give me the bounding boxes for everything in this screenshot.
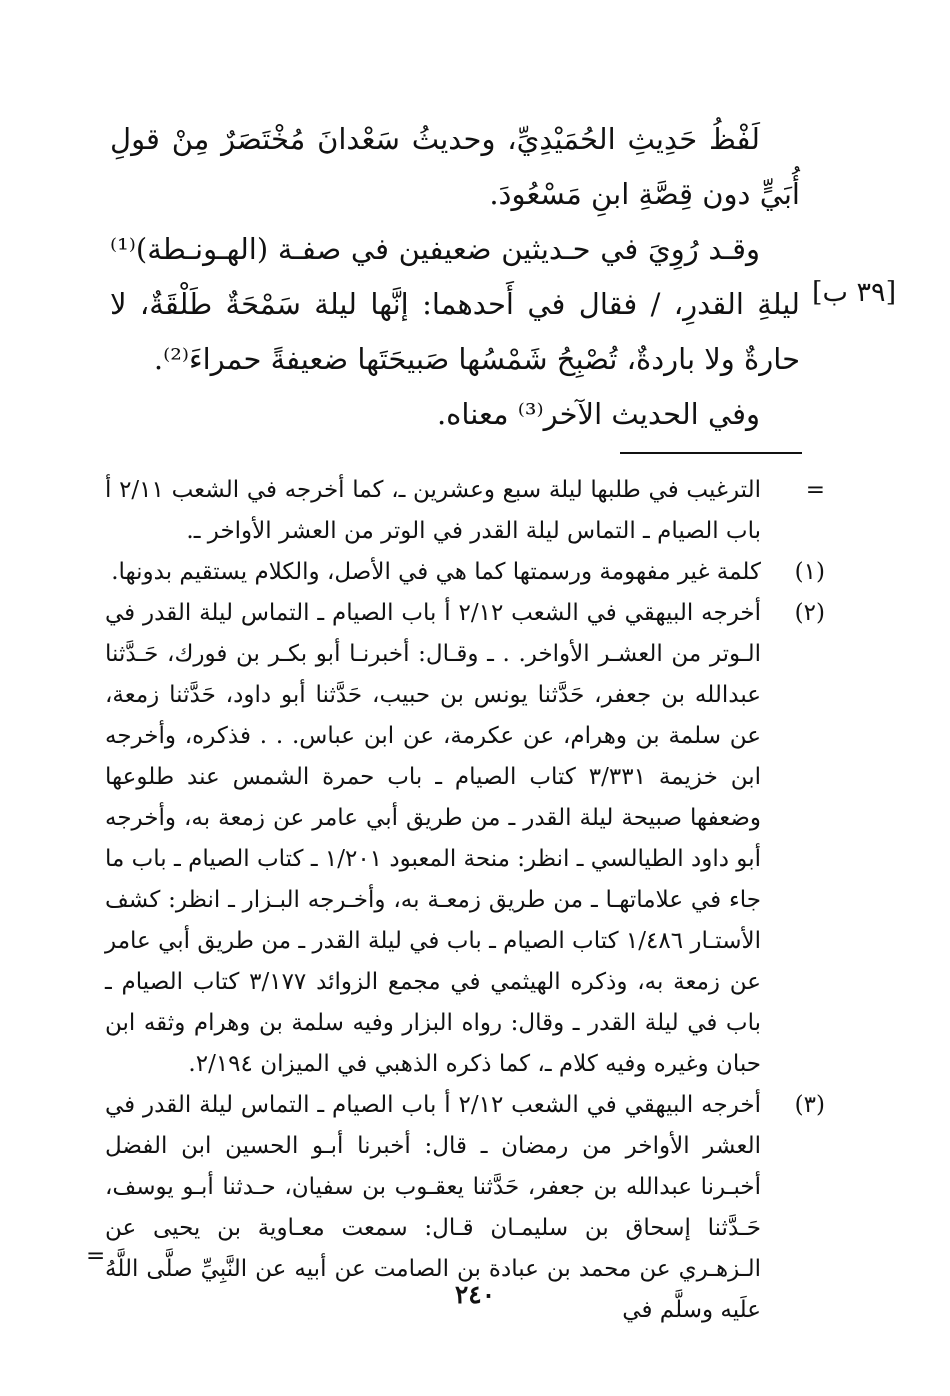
- main-paragraph-3: وفي الحديث الآخر⁽³⁾ معناه.: [436, 397, 760, 431]
- footnote-text: أخرجه البيهقي في الشعب ٢/١٢ أ باب الصيام ـ التماس ليلة القدر في العشر الأواخر من رمضان ـ قال: أخبرنا أبـو الحسين ابن الفضل أخبـرنا عبدالله بن جعفر، حَدَّثنا يعقـوب بن سفيان، حـدثنا أبـو يوسف، حَـدَّثنا إسحاق بن سليمـان قـال: سمعت معـاوية بن يحيى عن الـزهـري عن محمد بن عبادة بن الصامت عن أبيه عن النَّبِيِّ صلَّى اللَّهُ علَيه وسلَّم في: [105, 1092, 761, 1323]
- footnote-text: أخرجه البيهقي في الشعب ٢/١٢ أ باب الصيام ـ التماس ليلة القدر في الـوتر من العشـر الأواخر. . ـ وقـال: أخبرنـا أبو بكـر بن فورك، حَـدَّثنا عبدالله بن جعفر، حَدَّثنا يونس بن حبيب، حَدَّثنا أبو داود، حَدَّثنا زمعة، عن سلمة بن وهرام، عن عكرمة، عن ابن عباس. . . فذكره، وأخرجه ابن خزيمة ٣/٣٣١ كتاب الصيام ـ باب حمرة الشمس عند طلوعها وضعفها صبيحة ليلة القدر ـ من طريق أبي عامر عن زمعة به، وأخرجه أبو داود الطيالسي ـ انظر: منحة المعبود ١/٢٠١ ـ كتاب الصيام ـ باب ما جاء في علاماتهـا ـ من طريق زمعـة به، وأخـرجه البـزار ـ انظر: كشف الأستـار ١/٤٨٦ كتاب الصيام ـ باب في ليلة القدر ـ من طريق أبي عامر عن زمعة به، وذكره الهيثمي في مجمع الزوائد ٣/١٧٧ كتاب الصيام ـ باب في ليلة القدر ـ وقال: رواه البزار وفيه سلمة بن وهرام وثقه ابن حبان وغيره وفيه كلام ـ، كما ذكره الذهبي في الميزان ٢/١٩٤.: [105, 600, 761, 1077]
- main-text: [110, 112, 800, 442]
- footnote-2: [105, 593, 825, 1085]
- page-number: ٢٤٠: [454, 1280, 496, 1309]
- footnote-1: [105, 552, 825, 593]
- manuscript-folio-note: [٣٩ ب]: [812, 277, 897, 308]
- footnote-separator: [620, 452, 802, 454]
- footnote-marker: (٢): [794, 600, 825, 626]
- footnote-text: كلمة غير مفهومة ورسمتها كما هي في الأصل، والكلام يستقيم بدونها.: [111, 559, 761, 585]
- main-paragraph-1: لَفْظُ حَدِيثِ الحُمَيْدِيِّ، وحديثُ سَعْدانَ مُخْتَصَرٌ مِنْ قولِ أُبَيٍّ دون قِصَّةِ ابنِ مَسْعُودَ.: [110, 122, 800, 211]
- footnote-marker: (١): [794, 559, 825, 585]
- footnotes: [105, 470, 825, 1331]
- footnote-continued: [105, 470, 825, 552]
- footnote-text: الترغيب في طلبها ليلة سبع وعشرين ـ، كما أخرجه في الشعب ٢/١١ أ باب الصيام ـ التماس ليلة القدر في الوتر من العشر الأواخر ـ.: [105, 477, 761, 544]
- footnote-marker: =: [805, 477, 825, 503]
- footnote-marker: (٣): [794, 1092, 825, 1118]
- main-paragraph-2: وقـد رُوِيَ في حـديثين ضعيفين في صفـة (الهـونـطة)⁽¹⁾ ليلةِ القدرِ، / فقال في أَحدهما: إنَّها ليلة سَمْحَةٌ طَلْقَةٌ، لا حارةٌ ولا باردةٌ، تُصْبِحُ شَمْسُها صَبيحَتَها ضعيفةً حمراءَ⁽²⁾.: [110, 232, 800, 376]
- footnote-continuation-mark: =: [86, 1243, 106, 1269]
